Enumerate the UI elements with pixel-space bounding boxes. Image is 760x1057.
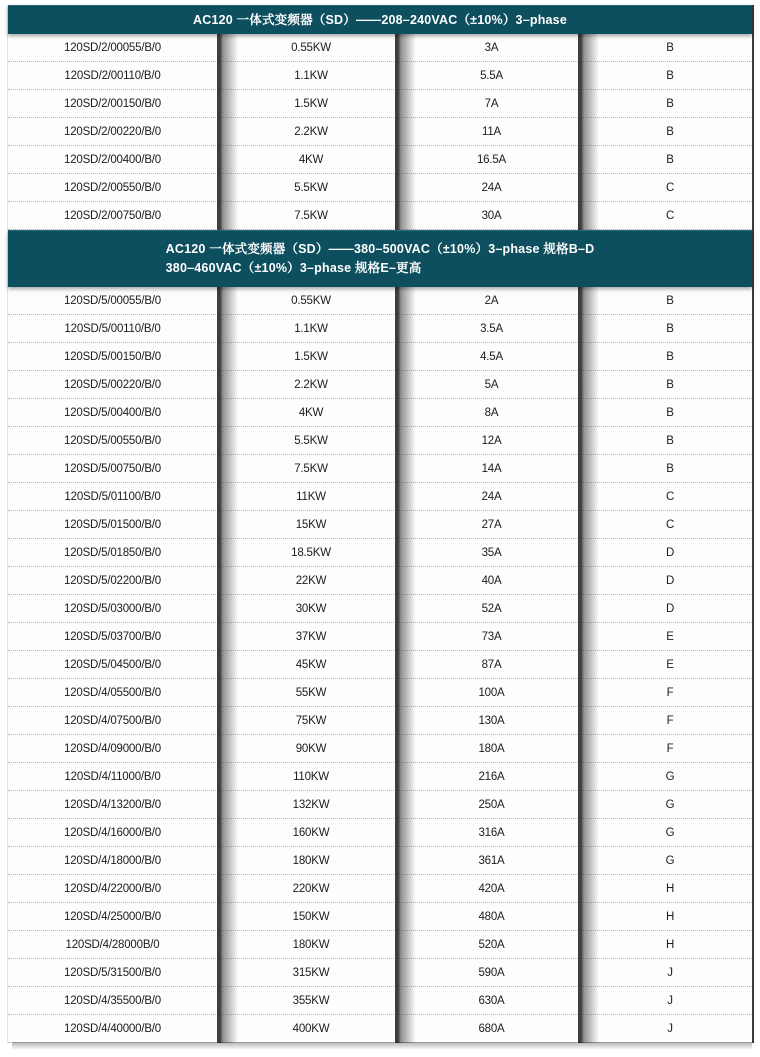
current-cell: 216A [478, 770, 505, 783]
table-row [8, 455, 752, 483]
model-cell: 120SD/5/02200/B/0 [64, 574, 161, 587]
table1-header-text [193, 6, 567, 34]
current-cell: 680A [478, 1022, 505, 1035]
frame-size-cell: B [666, 350, 674, 363]
table-row [8, 202, 752, 230]
table-row [8, 595, 752, 623]
current-cell: 4.5A [480, 350, 503, 363]
model-cell: 120SD/2/00400/B/0 [64, 153, 161, 166]
table-row [8, 707, 752, 735]
table-section-208-240vac [8, 5, 752, 230]
model-cell: 120SD/2/00055/B/0 [64, 41, 161, 54]
frame-size-cell: B [666, 97, 674, 110]
model-cell: 120SD/5/04500/B/0 [64, 658, 161, 671]
table-row [8, 118, 752, 146]
power-cell: 75KW [295, 714, 327, 727]
power-cell: 132KW [292, 798, 330, 811]
table-row [8, 146, 752, 174]
table-row [8, 427, 752, 455]
table-row [8, 651, 752, 679]
current-cell: 87A [481, 658, 502, 671]
current-cell: 73A [481, 630, 502, 643]
table-row [8, 875, 752, 903]
frame-size-cell: G [665, 770, 675, 783]
table-row [8, 847, 752, 875]
power-cell: 315KW [292, 966, 330, 979]
current-cell: 130A [478, 714, 505, 727]
power-cell: 11KW [296, 490, 326, 503]
frame-size-cell: B [666, 322, 674, 335]
table-section-380-500vac [8, 230, 752, 1043]
frame-size-cell: H [665, 938, 675, 951]
table-row [8, 959, 752, 987]
frame-size-cell: B [666, 125, 674, 138]
power-cell: 400KW [292, 1022, 330, 1035]
current-cell: 8A [484, 406, 499, 419]
table-row [8, 343, 752, 371]
power-cell: 2.2KW [294, 378, 328, 391]
table-row [8, 819, 752, 847]
frame-size-cell: G [665, 798, 675, 811]
table-row [8, 511, 752, 539]
power-cell: 5.5KW [294, 434, 328, 447]
current-cell: 12A [481, 434, 502, 447]
model-cell: 120SD/4/09000/B/0 [64, 742, 161, 755]
power-cell: 220KW [292, 882, 330, 895]
power-cell: 1.1KW [294, 69, 328, 82]
table1-header-bar [8, 5, 752, 34]
power-cell: 4KW [298, 406, 324, 419]
power-cell: 110KW [293, 770, 329, 783]
table-row [8, 931, 752, 959]
table-row [8, 34, 752, 62]
model-cell: 120SD/2/00220/B/0 [64, 125, 161, 138]
table2-header-text [166, 240, 595, 278]
power-cell: 1.5KW [294, 350, 328, 363]
frame-size-cell: G [665, 826, 675, 839]
table-row [8, 567, 752, 595]
table-row [8, 987, 752, 1015]
model-cell: 120SD/4/07500/B/0 [64, 714, 161, 727]
model-cell: 120SD/5/01500/B/0 [64, 518, 161, 531]
power-cell: 180KW [292, 938, 330, 951]
table-row [8, 735, 752, 763]
current-cell: 316A [478, 826, 505, 839]
frame-size-cell: J [667, 966, 673, 979]
frame-size-cell: C [665, 209, 675, 222]
current-cell: 52A [481, 602, 502, 615]
model-cell: 120SD/5/00055/B/0 [64, 294, 161, 307]
power-cell: 0.55KW [291, 41, 331, 54]
frame-size-cell: B [666, 462, 674, 475]
model-cell: 120SD/4/35500/B/0 [64, 994, 161, 1007]
model-cell: 120SD/4/25000/B/0 [64, 910, 161, 923]
model-cell: 120SD/4/11000/B/0 [64, 770, 161, 783]
current-cell: 30A [481, 209, 502, 222]
power-cell: 45KW [295, 658, 327, 671]
model-cell: 120SD/5/01850/B/0 [64, 546, 161, 559]
frame-size-cell: J [667, 994, 673, 1007]
current-cell: 24A [481, 181, 502, 194]
power-cell: 30KW [295, 602, 327, 615]
power-cell: 5.5KW [294, 181, 328, 194]
model-cell: 120SD/4/13200/B/0 [64, 798, 161, 811]
frame-size-cell: C [665, 518, 675, 531]
power-cell: 355KW [292, 994, 330, 1007]
frame-size-cell: F [666, 714, 674, 727]
model-cell: 120SD/5/00220/B/0 [64, 378, 161, 391]
model-cell: 120SD/5/03700/B/0 [64, 630, 161, 643]
frame-size-cell: C [665, 181, 675, 194]
table-row [8, 791, 752, 819]
model-cell: 120SD/5/01100/B/0 [64, 490, 161, 503]
power-cell: 180KW [292, 854, 330, 867]
model-cell: 120SD/4/40000/B/0 [64, 1022, 161, 1035]
current-cell: 480A [478, 910, 505, 923]
frame-size-cell: B [666, 69, 674, 82]
model-cell: 120SD/4/05500/B/0 [64, 686, 161, 699]
frame-size-cell: F [666, 686, 674, 699]
frame-size-cell: F [666, 742, 674, 755]
current-cell: 520A [478, 938, 505, 951]
table-row [8, 287, 752, 315]
model-cell: 120SD/4/16000/B/0 [64, 826, 161, 839]
power-cell: 1.1KW [294, 322, 328, 335]
current-cell: 11A [481, 125, 501, 138]
model-cell: 120SD/4/22000/B/0 [64, 882, 161, 895]
current-cell: 14A [481, 462, 502, 475]
table-row [8, 62, 752, 90]
frame-size-cell: E [666, 630, 674, 643]
current-cell: 5A [484, 378, 499, 391]
current-cell: 40A [481, 574, 502, 587]
current-cell: 16.5A [476, 153, 507, 166]
table-row [8, 539, 752, 567]
power-cell: 0.55KW [291, 294, 331, 307]
power-cell: 150KW [292, 910, 330, 923]
frame-size-cell: H [665, 882, 675, 895]
current-cell: 361A [478, 854, 505, 867]
model-cell: 120SD/2/00110/B/0 [64, 69, 161, 82]
power-cell: 1.5KW [294, 97, 328, 110]
table-row [8, 623, 752, 651]
model-cell: 120SD/5/00750/B/0 [64, 462, 161, 475]
model-cell: 120SD/4/28000B/0 [65, 938, 160, 951]
power-cell: 22KW [295, 574, 327, 587]
table2-body [8, 287, 752, 1043]
current-cell: 2A [484, 294, 499, 307]
table-row [8, 679, 752, 707]
frame-size-cell: C [665, 490, 675, 503]
power-cell: 90KW [295, 742, 327, 755]
table-row [8, 903, 752, 931]
frame-size-cell: G [665, 854, 675, 867]
table-row [8, 399, 752, 427]
table2-header-line2: 380–460VAC（±10%）3–phase 规格E–更高 [165, 261, 422, 275]
power-cell: 2.2KW [294, 125, 328, 138]
frame-size-cell: B [666, 41, 674, 54]
table2-header-bar [8, 230, 752, 287]
table-row [8, 315, 752, 343]
current-cell: 24A [481, 490, 502, 503]
power-cell: 7.5KW [294, 462, 328, 475]
model-cell: 120SD/4/18000/B/0 [64, 854, 161, 867]
model-cell: 120SD/2/00150/B/0 [64, 97, 161, 110]
frame-size-cell: D [665, 602, 675, 615]
model-cell: 120SD/2/00750/B/0 [64, 209, 161, 222]
model-cell: 120SD/5/00550/B/0 [64, 434, 161, 447]
power-cell: 4KW [298, 153, 324, 166]
table-row [8, 763, 752, 791]
current-cell: 180A [478, 742, 505, 755]
table-row [8, 174, 752, 202]
power-cell: 15KW [295, 518, 327, 531]
frame-size-cell: B [666, 378, 674, 391]
current-cell: 420A [478, 882, 505, 895]
model-cell: 120SD/5/00150/B/0 [64, 350, 161, 363]
table2-header-line1: AC120 一体式变频器（SD）——380–500VAC（±10%）3–phase 规格B–D [165, 242, 595, 256]
table-row [8, 483, 752, 511]
model-cell: 120SD/5/31500/B/0 [64, 966, 161, 979]
model-cell: 120SD/5/00110/B/0 [64, 322, 161, 335]
current-cell: 100A [478, 686, 505, 699]
current-cell: 7A [484, 97, 499, 110]
current-cell: 5.5A [480, 69, 503, 82]
table1-body [8, 34, 752, 230]
power-cell: 18.5KW [291, 546, 331, 559]
table1-header-line1: AC120 一体式变频器（SD）——208–240VAC（±10%）3–phase [193, 13, 567, 27]
frame-size-cell: H [665, 910, 675, 923]
frame-size-cell: B [666, 434, 674, 447]
model-cell: 120SD/5/00400/B/0 [64, 406, 161, 419]
table-row [8, 1015, 752, 1043]
frame-size-cell: B [666, 294, 674, 307]
current-cell: 3.5A [480, 322, 503, 335]
current-cell: 590A [478, 966, 505, 979]
current-cell: 250A [478, 798, 505, 811]
model-cell: 120SD/5/03000/B/0 [64, 602, 161, 615]
current-cell: 35A [481, 546, 502, 559]
power-cell: 37KW [295, 630, 327, 643]
frame-size-cell: B [666, 153, 674, 166]
frame-size-cell: E [666, 658, 674, 671]
power-cell: 55KW [295, 686, 327, 699]
table-row [8, 371, 752, 399]
current-cell: 27A [481, 518, 502, 531]
table-row [8, 90, 752, 118]
spec-table [7, 5, 754, 1043]
power-cell: 7.5KW [294, 209, 328, 222]
power-cell: 160KW [292, 826, 330, 839]
current-cell: 630A [478, 994, 505, 1007]
frame-size-cell: D [665, 546, 675, 559]
model-cell: 120SD/2/00550/B/0 [64, 181, 161, 194]
frame-size-cell: J [667, 1022, 673, 1035]
page-bottom-shadow [12, 1042, 752, 1050]
current-cell: 3A [484, 41, 499, 54]
frame-size-cell: D [665, 574, 675, 587]
frame-size-cell: B [666, 406, 674, 419]
